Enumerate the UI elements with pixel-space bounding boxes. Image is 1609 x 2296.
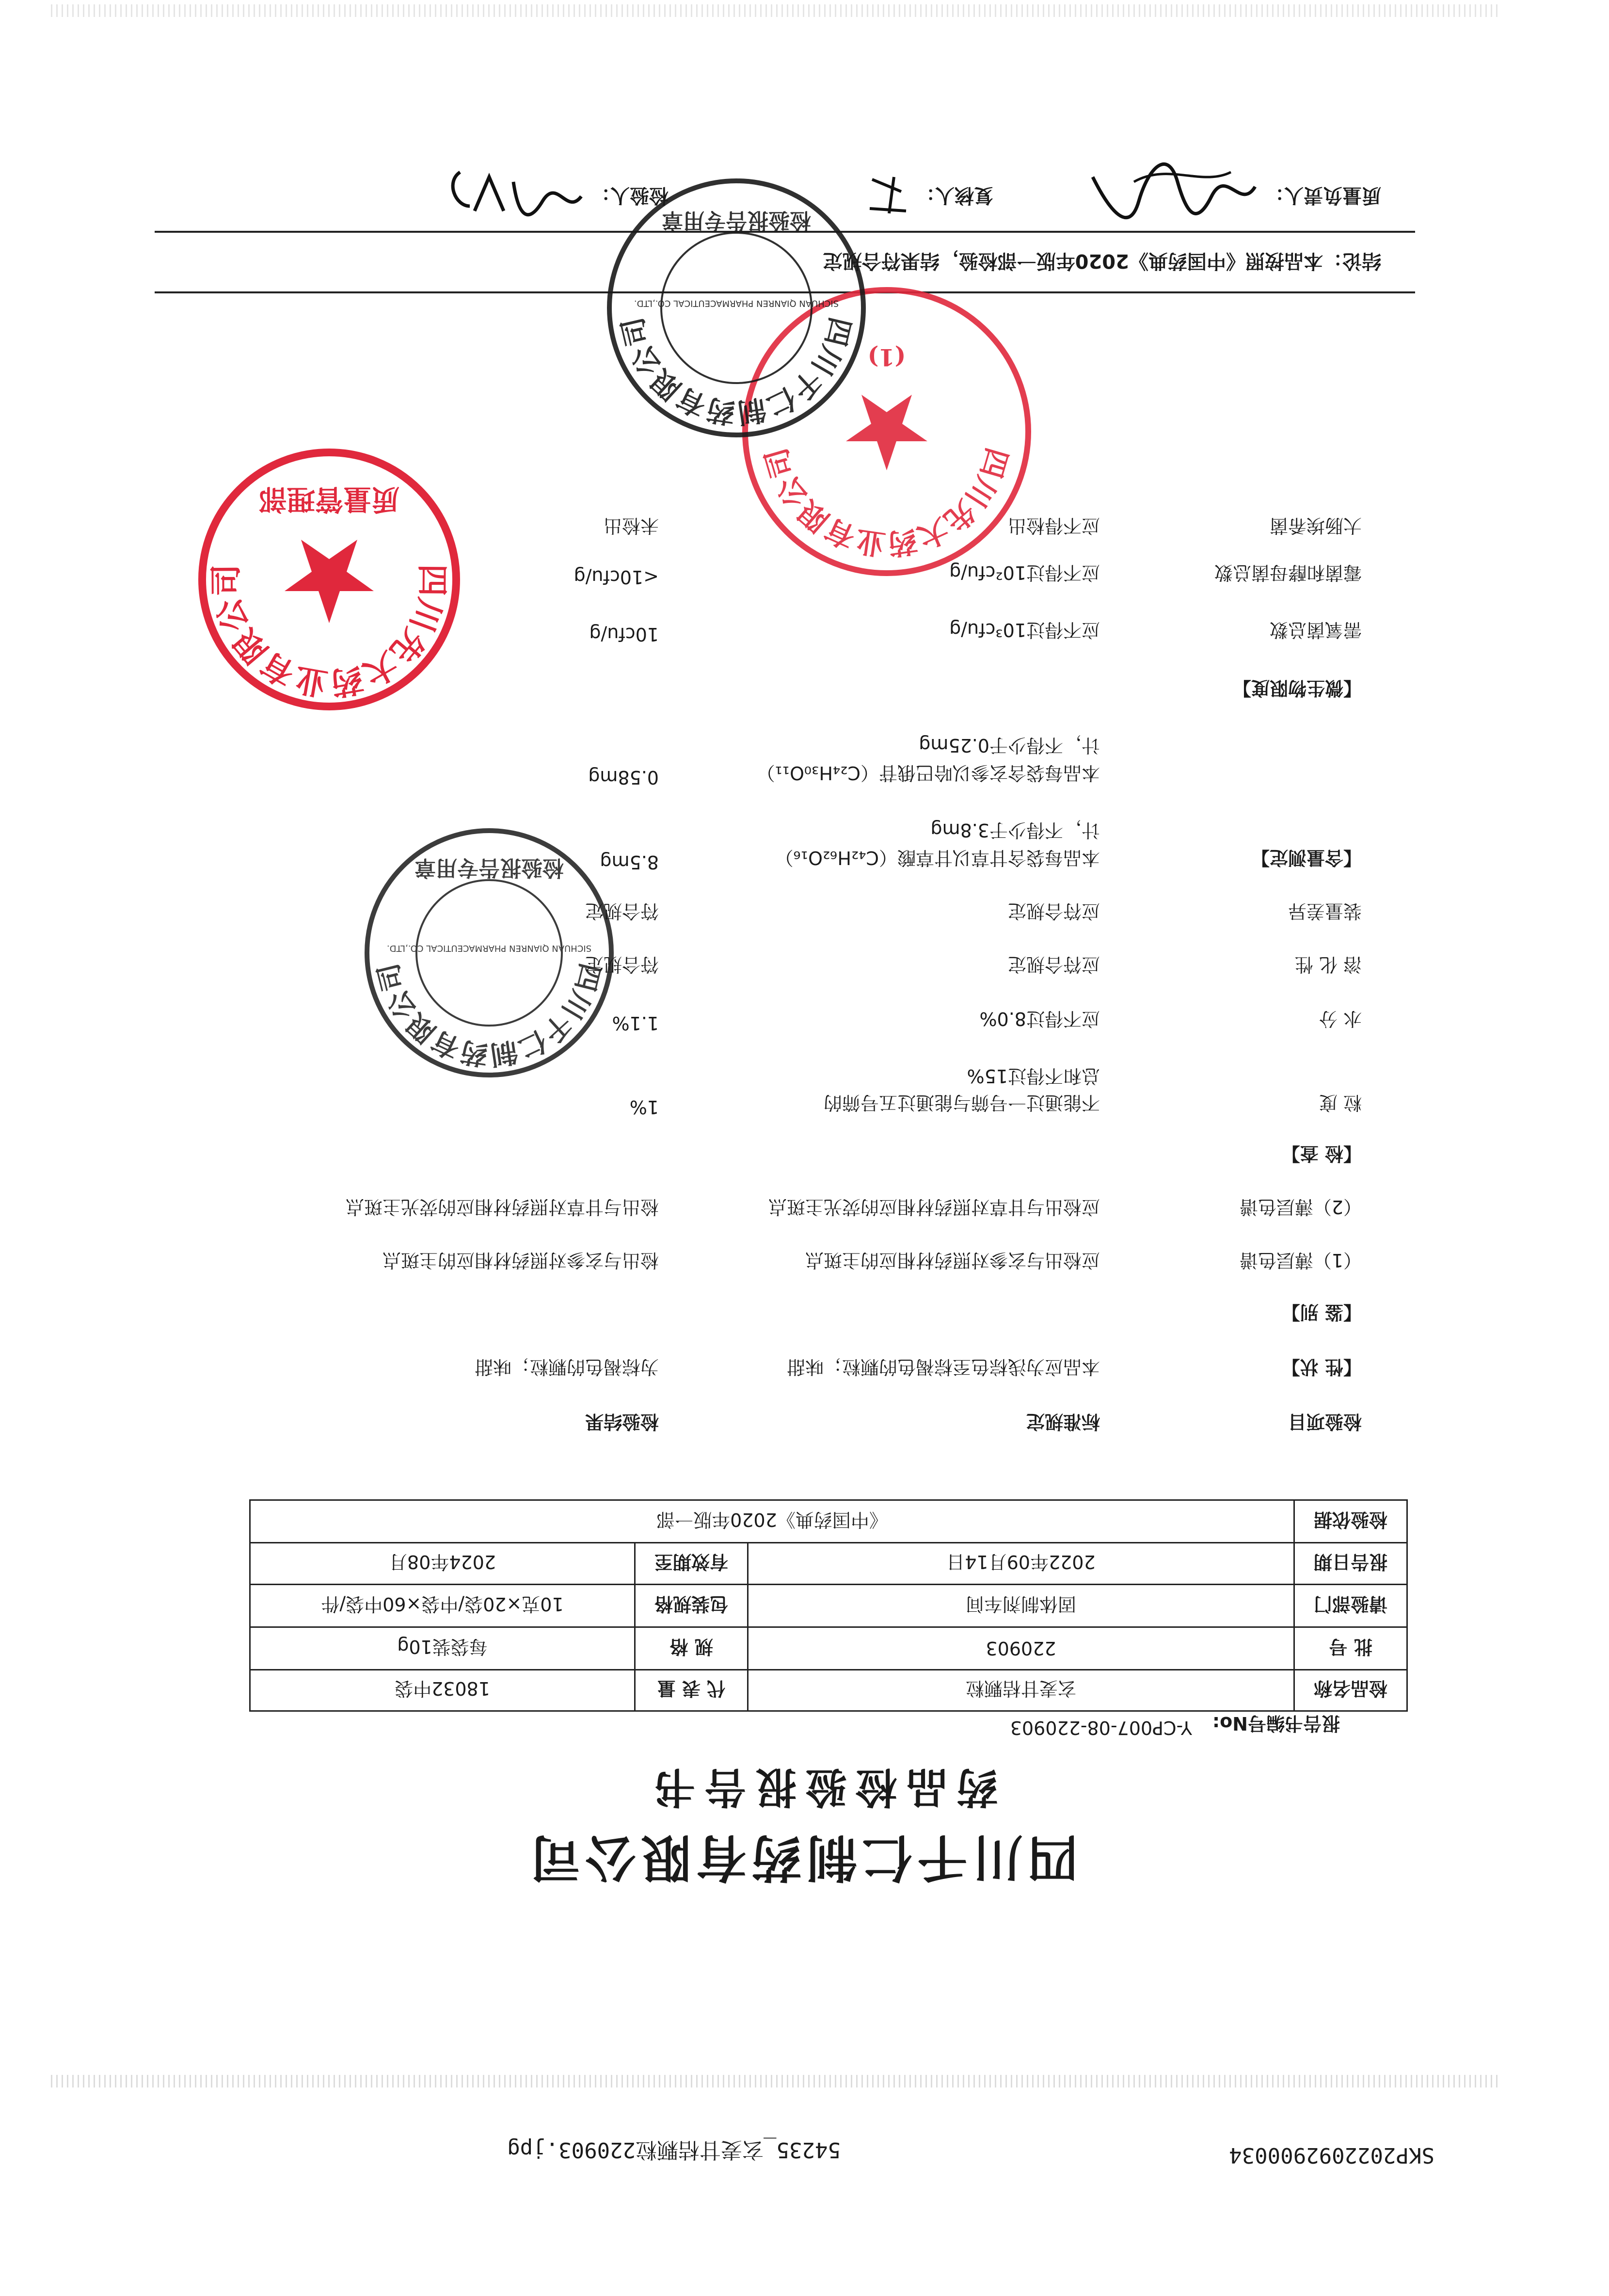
black-stamp-english-text: SICHUAN QIANREN PHARMACEUTICAL CO.,LTD. — [386, 943, 592, 953]
black-stamp2-english-text: SICHUAN QIANREN PHARMACEUTICAL CO.,LTD. — [634, 298, 839, 308]
weight-variation-label: 装量差异 — [1288, 900, 1362, 922]
batch-value: 220903 — [986, 1638, 1056, 1659]
inspector-signature — [441, 162, 586, 225]
id1-result: 检出与玄参对照药材相应的主斑点 — [382, 1250, 659, 1271]
assay2-standard-2: 计，不得少于0.25mg — [919, 735, 1100, 756]
inspector-label: 检验人： — [591, 184, 669, 207]
report-title: 药品检验报告书 — [645, 1763, 998, 1812]
mold-yeast-label: 霉菌和酵母菌总数 — [1214, 562, 1362, 583]
id2-result: 检出与甘草对照药材相应的荧光主斑点 — [345, 1196, 659, 1218]
solubility-result: 符合规定 — [585, 954, 659, 975]
basis-label: 检验依据 — [1314, 1509, 1388, 1530]
pack-label: 包装规格 — [654, 1593, 729, 1615]
assay2-standard-1: 本品每袋含玄参以哈巴俄苷（C₂₄H₃₀O₁₁） — [756, 762, 1100, 784]
red-qa-department-stamp — [193, 444, 465, 715]
sample-qty: 18032中袋 — [395, 1678, 490, 1700]
black-stamp2-company-text: 四川千仁制药有限公司 — [615, 314, 858, 430]
assay1-standard-2: 计，不得少于3.8mg — [930, 819, 1100, 841]
col-standard-header: 标准规定 — [1026, 1411, 1100, 1432]
qa-signature — [1085, 153, 1260, 230]
file-name: 54235_玄麦甘桔颗粒220903.jpg — [507, 2137, 841, 2162]
granularity-label: 粒 度 — [1319, 1092, 1362, 1113]
company-title: 四川千仁制药有限公司 — [525, 1828, 1078, 1888]
scan-noise-top — [48, 2075, 1497, 2087]
dept-label: 请验部门 — [1314, 1593, 1388, 1615]
qa-label: 质量负责人： — [1265, 184, 1381, 207]
assay1-standard-1: 本品每袋含甘草以甘草酸（C₄₂H₆₂O₁₆） — [775, 847, 1100, 868]
id1-label: （1）薄层色谱 — [1239, 1250, 1362, 1271]
col-item-header: 检验项目 — [1288, 1411, 1362, 1432]
character-result: 为棕褐色的颗粒；味甜 — [474, 1356, 659, 1378]
sample-qty-label: 代 表 量 — [657, 1678, 726, 1700]
weight-variation-standard: 应符合规定 — [1007, 900, 1100, 922]
black-stamp2-sub-text: 检验报告专用章 — [662, 208, 811, 233]
black-inspection-stamp-mid — [358, 822, 620, 1084]
character-label: 【性 状】 — [1281, 1356, 1362, 1378]
identification-label: 【鉴 别】 — [1281, 1301, 1362, 1323]
assay1-result: 8.5mg — [600, 851, 659, 873]
black-inspection-stamp-top — [601, 172, 872, 444]
basis-value: 《中国药典》2020年版一部 — [656, 1509, 888, 1530]
ecoli-standard: 应不得检出 — [1007, 515, 1100, 536]
moisture-standard: 应不得过8.0% — [979, 1008, 1100, 1029]
micro-limit-label: 【微生物限度】 — [1232, 677, 1362, 699]
id1-standard: 应检出与玄参对照药材相应的主斑点 — [805, 1250, 1100, 1271]
id2-label: （2）薄层色谱 — [1239, 1196, 1362, 1218]
svg-text:四川千仁制药有限公司 — [616, 314, 857, 429]
black-stamp-sub-text: 检验报告专用章 — [414, 855, 564, 880]
batch-label: 批 号 — [1329, 1636, 1372, 1657]
mold-yeast-standard: 应不得过10²cfu/g — [949, 562, 1100, 583]
expiry-value: 2024年08月 — [388, 1551, 496, 1573]
pack-value: 10克×20袋/中袋×60中袋/件 — [321, 1593, 564, 1615]
aerobic-label: 需氧菌总数 — [1269, 619, 1362, 641]
id2-standard: 应检出与甘草对照药材相应的荧光主斑点 — [768, 1196, 1100, 1218]
moisture-result: 1.1% — [612, 1012, 659, 1034]
report-no: Y-CP007-08-220903 — [1010, 1717, 1192, 1738]
red-stamp2-company-text: 四川先大药业有限公司 — [759, 444, 1014, 561]
granularity-result: 1% — [629, 1096, 659, 1118]
date-value: 2022年09月14日 — [946, 1551, 1096, 1573]
file-id: SKP2022092900034 — [1229, 2143, 1434, 2168]
aerobic-result: 10cfu/g — [589, 624, 659, 645]
spec-value: 每袋装10g — [397, 1636, 488, 1657]
solubility-label: 溶 化 性 — [1294, 954, 1362, 975]
spec-label: 规 格 — [669, 1636, 713, 1657]
report-no-label: 报告书编号No: — [1212, 1713, 1340, 1734]
moisture-label: 水 分 — [1319, 1008, 1362, 1029]
red-stamp2-sub-text: (1) — [867, 343, 906, 370]
aerobic-standard: 应不得过10³cfu/g — [949, 619, 1100, 641]
dept-value: 固体制剂车间 — [966, 1593, 1077, 1615]
assay2-result: 0.58mg — [588, 767, 659, 788]
character-standard: 本品应为浅棕色至棕褐色的颗粒；味甜 — [786, 1356, 1100, 1378]
granularity-standard-1: 不能通过一号筛与能通过五号筛的 — [823, 1092, 1100, 1113]
product-name: 玄麦甘桔颗粒 — [966, 1678, 1077, 1700]
svg-text:四川千仁制药有限公司 — [372, 960, 606, 1071]
expiry-label: 有效期至 — [654, 1551, 729, 1573]
weight-variation-result: 符合规定 — [585, 900, 659, 922]
red-stamp-dept-text: 质量管理部 — [258, 483, 400, 516]
assay-label: 【含量测定】 — [1251, 847, 1362, 868]
scan-noise-bottom — [48, 4, 1497, 17]
red-stamp-company-text: 四川先大药业有限公司 — [207, 564, 452, 703]
product-name-label: 检品名称 — [1314, 1678, 1388, 1700]
granularity-standard-2: 总和不得过15% — [967, 1065, 1100, 1087]
check-label: 【检 查】 — [1281, 1143, 1362, 1164]
date-label: 报告日期 — [1314, 1551, 1388, 1573]
black-stamp-company-text: 四川千仁制药有限公司 — [372, 960, 606, 1071]
mold-yeast-result: <10cfu/g — [574, 566, 659, 588]
conclusion-text: 结论：本品按照《中国药典》2020年版一部检验，结果符合规定 — [823, 250, 1381, 272]
ecoli-result: 未检出 — [603, 515, 659, 536]
col-result-header: 检验结果 — [585, 1411, 659, 1432]
reviewer-label: 复核人： — [916, 184, 993, 207]
ecoli-label: 大肠埃希菌 — [1269, 515, 1362, 536]
solubility-standard: 应符合规定 — [1007, 954, 1100, 975]
